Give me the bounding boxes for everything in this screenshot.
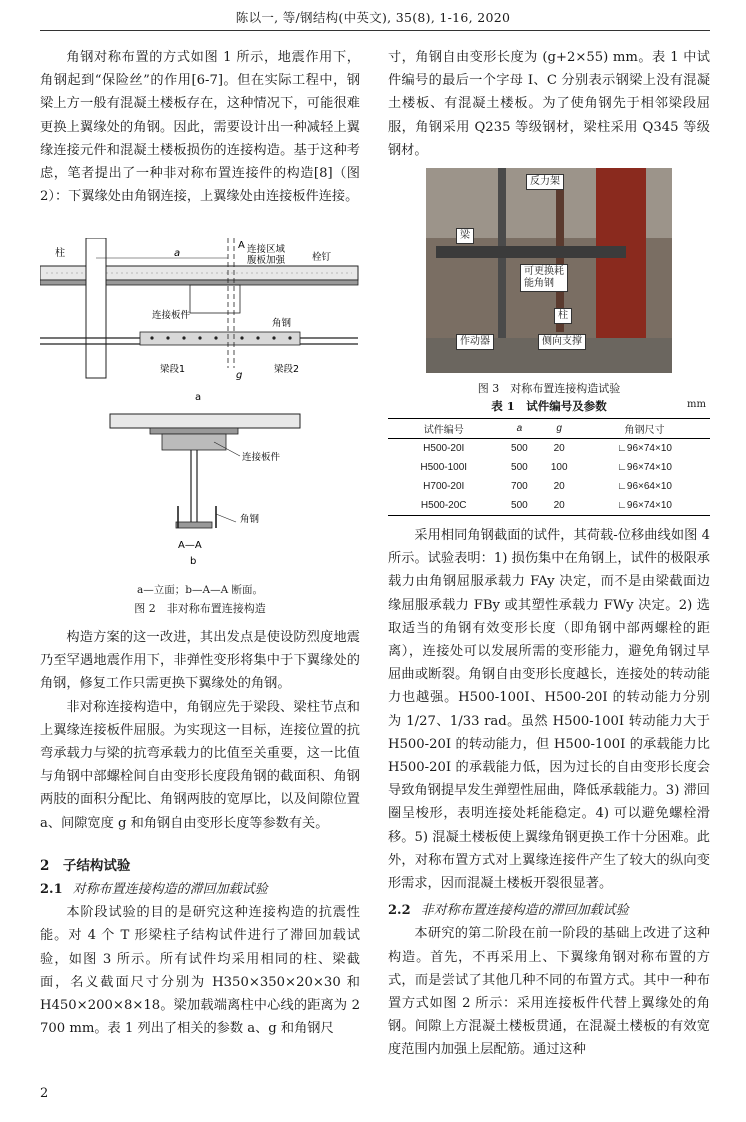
header-rule [40,30,710,31]
cell: 20 [553,481,565,492]
paragraph: 非对称连接构造中，角钢应先于梁段、梁柱节点和上翼缘连接板件屈服。为实现这一目标，连接位置的抗弯承载力与梁的抗弯承载力的比值至关重要，这一比值与角钢中部螺栓间自由变形长度段角钢的截面积、角钢两肢的面积分配比、角钢两肢的宽厚比，以及间隙位置 a、间隙宽度 g 和角钢自由变形长度等参数有关。 [40,699,360,831]
label-a: a [174,248,181,259]
table-header-row [388,419,710,439]
figure-2 [40,238,360,618]
table-row [388,477,710,496]
column-a [86,238,106,378]
cell: H500-100I [420,462,468,473]
label-connecting-plate-b: 连接板件 [242,452,281,463]
label-section-mark: A [238,240,245,251]
cell: H700-20I [423,481,465,492]
subsection-heading [388,899,710,922]
col-header: 角钢尺寸 [624,425,665,436]
table-1 [388,398,710,516]
col-header: 试件编号 [423,425,464,436]
paragraph: 本阶段试验的目的是研究这种连接构造的抗震性能。对 4 个 T 形梁柱子结构试件进行了滞回加载试验，如图 3 所示。所有试件均采用相同的柱、梁截面，名义截面尺寸分别为 H350×350×20×30 和 H450×200×8×18。梁加载端离柱中心线的距离为 2 700 mm。表 1 列出了相关的参数 a、g 和角钢尺 [40,905,360,1037]
photo-label-column: 柱 [554,308,572,324]
label-angle: 角钢 [272,318,292,329]
label-column: 柱 [55,248,65,259]
photo-label-reaction-frame: 反力架 [526,174,564,190]
table-row [388,458,710,477]
paragraph: 采用相同角钢截面的试件，其荷载-位移曲线如图 4 所示。试验表明：1) 损伤集中在角钢上，试件的极限承载力由角钢屈服承载力 FAy 决定，而不是由梁截面边缘屈服承载力 FBy 或其塑性承载力 FWy 决定。2) 选取适当的角钢有效变形长度（即角钢中部两螺栓的距离），连接处可以发展所需的变形能力，避免角钢过早屈曲或断裂。角钢自由变形长度越长，连接处的转动能力也越强。H500-100I、H500-20I 的转动能力分别为 1/27、1/33 rad。虽然 H500-100I 转动能力大于 H500-20I 的转动能力，但 H500-100I 的承载能力比 H500-20I 的承载能力低，因为过长的自由变形长度会导致角钢提早发生弹塑性屈曲，降低承载能力。3) 滞回圈呈梭形，表明连接处耗能稳定。4) 可以避免螺栓滑移。5) 混凝土楼板使上翼缘角钢更换工作十分困难。此外，对称布置方式对上翼缘连接件产生了较大的纵向变形需求，因而混凝土楼板开裂很显著。 [388,528,710,892]
label-sub-a: a [195,392,202,403]
section-heading: 2 子结构试验 [40,857,131,874]
table-title [388,398,710,414]
cell: 500 [511,462,528,473]
paragraph: 本研究的第二阶段在前一阶段的基础上改进了这种构造。首先，不再采用上、下翼缘角钢对称布置的方式，而是尝试了其他几种不同的布置方式。其中一种布置方式如图 2 所示：采用连接板件代替上翼缘处的角钢。间隙上方混凝土楼板贯通，在混凝土楼板的有效宽度范围内加强上层配筋。通过这种 [388,926,710,1058]
left-column [40,46,360,208]
table-title-text: 表 1 试件编号及参数 [491,399,607,413]
label-connecting-plate: 连接板件 [152,310,191,321]
label-stud: 栓钉 [312,252,332,263]
figure-2-drawing [40,238,360,578]
cell: 20 [553,500,565,511]
label-g: g [236,370,243,381]
label-beam-seg1: 梁段1 [160,364,186,375]
col-header: a [516,423,523,434]
subsection-title: 非对称布置连接构造的滞回加载试验 [420,903,629,919]
subsection-title: 对称布置连接构造的滞回加载试验 [72,882,268,898]
cell: ∟96×74×10 [617,462,672,473]
subsection-number: 2.1 [40,882,63,898]
label-web-reinforce: 腹板加强 [247,255,286,266]
cell: ∟96×64×10 [617,481,672,492]
subsection-number: 2.2 [388,903,411,919]
photo-label-actuator: 作动器 [456,334,494,350]
label-beam-seg2: 梁段2 [274,364,300,375]
cell: ∟96×74×10 [617,443,672,454]
paragraph: 构造方案的这一改进，其出发点是使设防烈度地震乃至罕遇地震作用下，非弹性变形将集中于下翼缘处的角钢，修复工作只需更换下翼缘处的角钢。 [40,630,360,692]
cell: H500-20I [423,443,465,454]
label-connection-zone: 连接区域 [247,244,286,255]
page-number: 2 [40,1086,49,1101]
cell: 100 [550,462,568,473]
cell: ∟96×74×10 [617,500,672,511]
cell: 20 [553,443,565,454]
test-photo [426,168,672,373]
figure-2-legend: a—立面；b—A—A 断面。 [137,584,263,596]
subsection-heading [40,878,360,901]
photo-label-lateral-support: 侧向支撑 [538,334,586,350]
cell: 500 [511,500,528,511]
paragraph: 寸，角钢自由变形长度为 (g+2×55) mm。表 1 中试件编号的最后一个字母 I、C 分别表示钢梁上没有混凝土楼板、有混凝土楼板。为了使角钢先于相邻梁段屈服，角钢采用 Q235 等级钢材，梁柱采用 Q345 等级钢材。 [388,50,710,158]
label-angle-b: 角钢 [240,514,260,525]
cell: H500-20C [420,500,467,511]
table-row [388,496,710,516]
photo-label-beam: 梁 [456,228,474,244]
paragraph: 角钢对称布置的方式如图 1 所示，地震作用下，角钢起到“保险丝”的作用[6-7]。但在实际工程中，钢梁上方一般有混凝土楼板存在，这种情况下，可能很难更换上翼缘处的角钢。因此，需要设计出一种减轻上翼缘连接元件和混凝土楼板损伤的连接构造。基于这种考虑，笔者提出了一种非对称布置连接件的构造[8]（图 2）：下翼缘处由角钢连接，上翼缘处由连接板件连接。 [40,50,360,205]
running-head: 陈以一, 等/钢结构(中英文), 35(8), 1-16, 2020 [235,10,511,25]
params-table [388,418,710,516]
cell: 700 [511,481,528,492]
photo-label-replaceable: 可更换耗 能角钢 [520,264,568,292]
left-column-lower [40,626,360,1040]
slab-section [110,414,300,428]
label-sub-b: b [190,556,197,567]
figure-3 [388,168,710,398]
right-column [388,46,710,162]
label-section-aa: A—A [178,540,202,551]
angle-a [140,332,300,345]
figure-2-caption: 图 2 非对称布置连接构造 [134,602,266,615]
figure-3-caption: 图 3 对称布置连接构造试验 [477,382,621,395]
right-column-lower [388,524,710,1062]
cell: 500 [511,443,528,454]
connecting-plate-a [190,285,240,313]
table-row [388,439,710,459]
col-header: g [556,423,562,434]
table-unit: mm [687,399,706,410]
connecting-plate-b [162,434,226,450]
